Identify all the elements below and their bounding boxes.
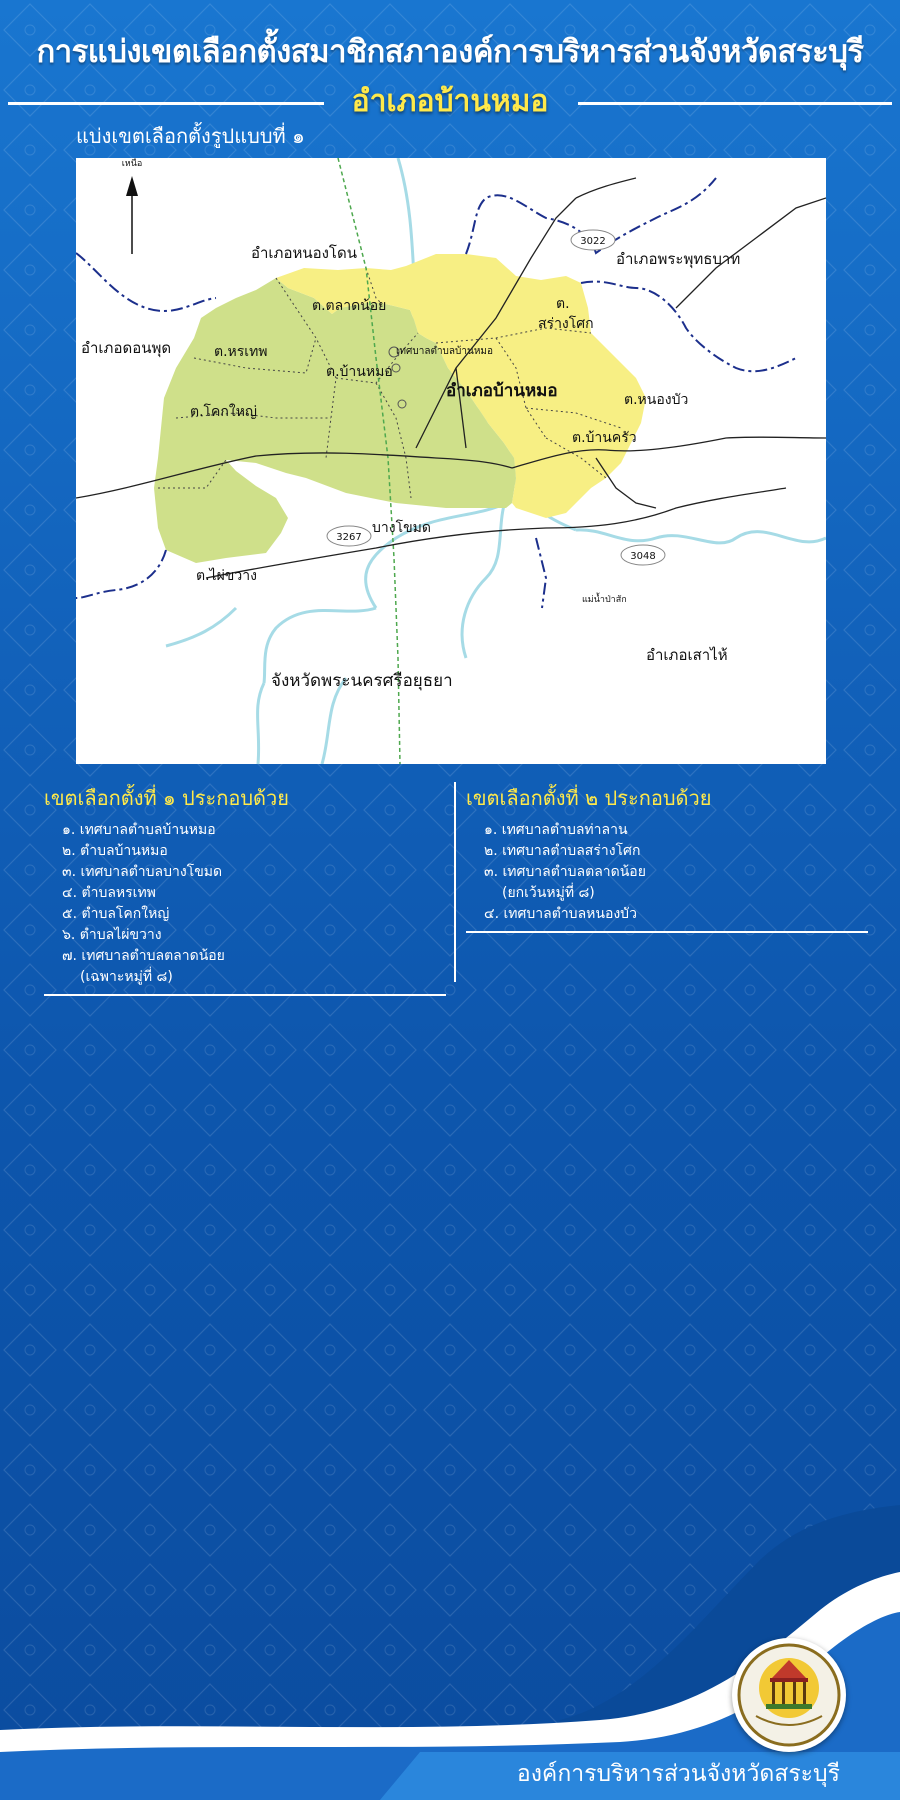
road-label-3022: 3022 — [580, 236, 606, 247]
zone1-note: (เฉพาะหมู่ที่ ๘) — [80, 969, 173, 985]
list-item: ๔. ตำบลหรเทพ — [62, 885, 156, 901]
neighbor-northeast-label: อำเภอพระพุทธบาท — [616, 250, 741, 268]
map-subtitle: แบ่งเขตเลือกตั้งรูปแบบที่ ๑ — [76, 124, 305, 148]
list-item: ๓. เทศบาลตำบลตลาดน้อย — [484, 864, 646, 880]
zone2-title: เขตเลือกตั้งที่ ๒ ประกอบด้วย — [466, 786, 712, 810]
list-item: ๔. เทศบาลตำบลหนองบัว — [484, 906, 637, 922]
zone1-title: เขตเลือกตั้งที่ ๑ ประกอบด้วย — [44, 786, 289, 810]
subdistrict-phai-khwang-label: ต.ไผ่ขวาง — [196, 568, 257, 584]
page-title: การแบ่งเขตเลือกตั้งสมาชิกสภาองค์การบริหารส่วนจังหวัดสระบุรี — [36, 34, 864, 70]
district-center-label: อำเภอบ้านหมอ — [446, 381, 558, 401]
subdistrict-ban-khrua-label: ต.บ้านครัว — [572, 430, 637, 446]
road-label-3048: 3048 — [630, 551, 656, 562]
list-item: ๑. เทศบาลตำบลบ้านหมอ — [62, 822, 216, 838]
subdistrict-bang-khamot-label: บางโขมด — [372, 520, 431, 536]
subdistrict-sarang-sok-label-1: ต. — [556, 296, 570, 312]
footer-org-name: องค์การบริหารส่วนจังหวัดสระบุรี — [516, 1761, 840, 1787]
list-item: ๓. เทศบาลตำบลบางโขมด — [62, 864, 223, 880]
district-title: อำเภอบ้านหมอ — [351, 84, 549, 119]
neighbor-north-label: อำเภอหนองโดน — [251, 244, 357, 262]
list-item: ๖. ตำบลไผ่ขวาง — [62, 927, 162, 943]
municipality-label: เทศบาลตำบลบ้านหมอ — [396, 346, 494, 357]
neighbor-south-label: จังหวัดพระนครศรีอยุธยา — [271, 671, 453, 691]
subdistrict-sarang-sok-label-2: สร่างโศก — [538, 316, 594, 332]
pavilion-seal-icon — [732, 1638, 846, 1752]
list-item: ๒. ตำบลบ้านหมอ — [62, 843, 168, 859]
road-label-3267: 3267 — [336, 532, 362, 543]
subdistrict-khok-yai-label: ต.โคกใหญ่ — [190, 404, 257, 420]
subdistrict-nong-bua-label: ต.หนองบัว — [624, 392, 689, 408]
list-item: ๒. เทศบาลตำบลสร่างโศก — [484, 843, 641, 859]
north-label: เหนือ — [121, 159, 143, 169]
subdistrict-ban-mo-label: ต.บ้านหมอ — [326, 364, 393, 380]
subdistrict-horathep-label: ต.หรเทพ — [214, 344, 268, 360]
zone2-note: (ยกเว้นหมู่ที่ ๘) — [502, 885, 595, 901]
neighbor-southeast-label: อำเภอเสาไห้ — [646, 646, 728, 664]
list-item: ๑. เทศบาลตำบลท่าลาน — [484, 822, 628, 838]
list-item: ๗. เทศบาลตำบลตลาดน้อย — [62, 948, 225, 964]
neighbor-west-label: อำเภอดอนพุด — [81, 339, 172, 357]
list-item: ๕. ตำบลโคกใหญ่ — [62, 906, 170, 922]
subdistrict-talat-noi-label: ต.ตลาดน้อย — [312, 298, 387, 314]
river-label: แม่น้ำป่าสัก — [582, 595, 627, 605]
